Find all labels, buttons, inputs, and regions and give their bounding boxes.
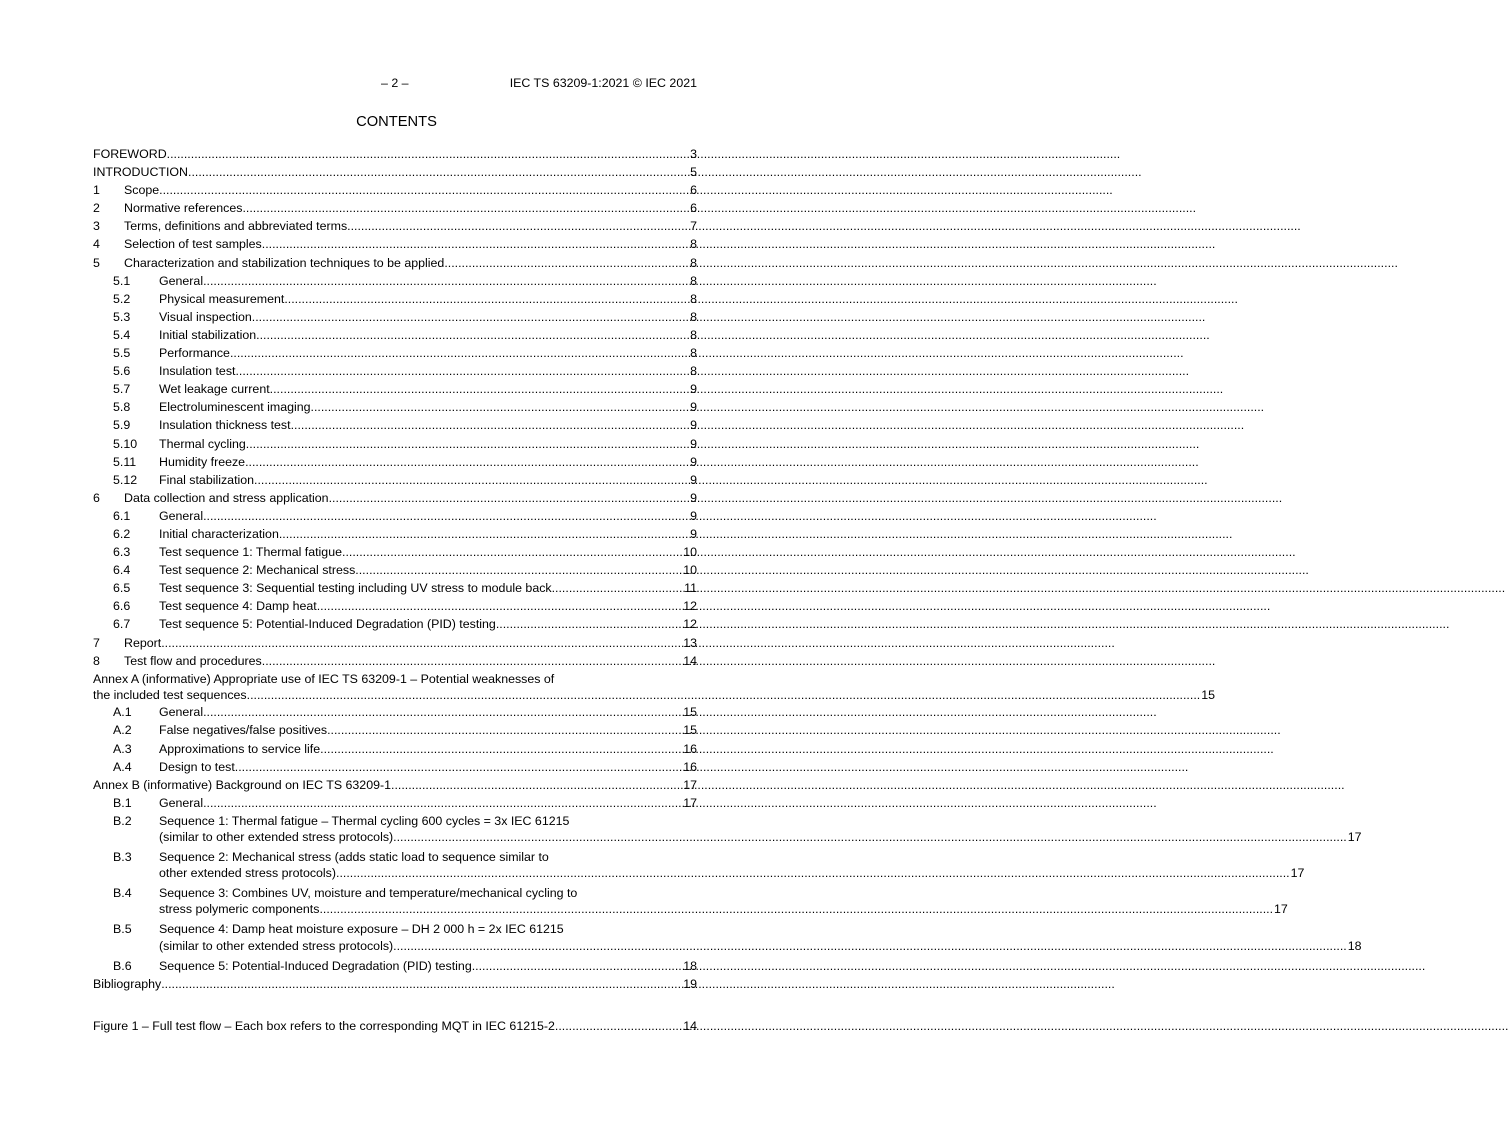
toc-entry-page: 8: [690, 364, 697, 379]
toc-entry-page: 9: [690, 436, 697, 451]
toc-entry-number: 8: [93, 653, 100, 668]
toc-entry[interactable]: [93, 848, 1305, 884]
toc-entry-number: 1: [93, 183, 100, 198]
toc-entry-number: 4: [93, 237, 100, 252]
toc-leader-dots: [291, 416, 690, 434]
toc-leader-dots: [262, 235, 689, 253]
toc-leader-dots: [203, 794, 682, 812]
toc-entry-number: 5.1: [113, 273, 131, 288]
toc-entry[interactable]: [93, 199, 697, 217]
toc-entry-number: 6: [93, 490, 100, 505]
toc-entry-label: Scope: [124, 183, 160, 198]
toc-entry-number: 6.2: [113, 526, 131, 541]
toc-entry-label: Electroluminescent imaging: [159, 400, 311, 415]
annex-a-title-line2: the included test sequences: [93, 687, 247, 702]
toc-entry-page: 6: [690, 201, 697, 216]
toc-entry[interactable]: [93, 721, 697, 739]
toc-entry-page: 13: [683, 635, 697, 650]
toc-leader-dots: [320, 740, 682, 758]
toc-entry-label: Thermal cycling: [159, 436, 246, 451]
toc-entry-label: Normative references: [124, 201, 243, 216]
toc-entry[interactable]: [93, 344, 697, 362]
toc-entry-page: 8: [690, 327, 697, 342]
toc-entry-page: 9: [690, 418, 697, 433]
toc-entry-label: Characterization and stabilization techniques to be applied: [124, 255, 445, 270]
toc-leader-dots: [327, 721, 682, 739]
toc-entry-body: [159, 848, 1304, 884]
toc-entry-number: 5.9: [113, 418, 131, 433]
toc-entry-number: 6.1: [113, 508, 131, 523]
toc-entry-page: 9: [690, 508, 697, 523]
toc-leader-dots: [336, 866, 1290, 882]
toc-leader-dots: [555, 1017, 682, 1035]
toc-entry-page: 9: [690, 400, 697, 415]
toc-entry-body: [159, 812, 1362, 848]
toc-leader-dots: [444, 254, 689, 272]
toc-leader-dots: [161, 975, 682, 993]
toc-entry-line2-row: [159, 939, 1362, 957]
toc-entry-number: 5.10: [113, 436, 138, 451]
toc-entry-page: 16: [683, 741, 697, 756]
toc-entry-number: B.3: [113, 850, 132, 865]
toc-entry[interactable]: [93, 435, 697, 453]
toc-leader-dots: [246, 435, 689, 453]
toc-entry[interactable]: [93, 543, 697, 561]
toc-entry-label: Test sequence 4: Damp heat: [159, 599, 317, 614]
toc-entry-page: 7: [690, 219, 697, 234]
toc-entry[interactable]: [93, 776, 697, 794]
toc-entry[interactable]: [93, 235, 697, 253]
toc-entry-page: 18: [683, 958, 697, 973]
toc-entry-number: A.2: [113, 723, 132, 738]
toc-entry[interactable]: [93, 652, 697, 670]
toc-entry-number: 6.3: [113, 545, 131, 560]
toc-entry-label: Approximations to service life: [159, 741, 321, 756]
toc-entry-number: 5.5: [113, 346, 131, 361]
toc-leader-dots: [254, 471, 689, 489]
toc-entry[interactable]: [93, 308, 697, 326]
toc-entry-number: 3: [93, 219, 100, 234]
toc-entry-number: 5: [93, 255, 100, 270]
toc-entry-page: 12: [683, 617, 697, 632]
toc-entry-label: Visual inspection: [159, 309, 252, 324]
toc-entry-number: B.6: [113, 958, 132, 973]
toc-entry-label-line2: other extended stress protocols): [159, 866, 337, 881]
toc-entry-label: General: [159, 795, 204, 810]
toc-entry-number: 5.8: [113, 400, 131, 415]
toc-entry-label-line2: stress polymeric components: [159, 902, 320, 917]
annex-a-title-line1: Annex A (informative) Appropriate use of IEC TS 63209-1 – Potential weaknesses of: [93, 671, 555, 686]
toc-entry-page: 17: [683, 777, 697, 792]
toc-entry-label: Design to test: [159, 759, 235, 774]
toc-entry[interactable]: [93, 507, 697, 525]
toc-entry[interactable]: [93, 471, 697, 489]
toc-leader-dots: [230, 344, 689, 362]
toc-leader-dots: [472, 957, 682, 975]
toc-leader-dots: [355, 561, 682, 579]
toc-leader-dots: [329, 489, 690, 507]
toc-entry[interactable]: [93, 489, 697, 507]
toc-entry-page: 9: [690, 472, 697, 487]
toc-entry-page: 14: [683, 1018, 697, 1033]
toc-entry[interactable]: [93, 217, 697, 235]
toc-entry-page: 8: [690, 346, 697, 361]
toc-entry-label: Selection of test samples: [124, 237, 262, 252]
toc-leader-dots: [203, 272, 689, 290]
toc-leader-dots: [247, 688, 1201, 704]
toc-entry-label: FOREWORD: [93, 147, 167, 161]
toc-entry-label-line1: Sequence 2: Mechanical stress (adds static load to sequence similar to: [159, 850, 549, 865]
toc-entry-page: 15: [683, 705, 697, 720]
toc-leader-dots: [167, 145, 689, 163]
toc-entry[interactable]: [93, 920, 1362, 956]
toc-entry-page: 5: [690, 165, 697, 180]
toc-entry-page: 17: [1290, 866, 1305, 881]
toc-leader-dots: [552, 579, 684, 597]
toc-entry[interactable]: [93, 884, 1288, 920]
toc-entry[interactable]: [93, 812, 1362, 848]
toc-entry-number: 7: [93, 635, 100, 650]
toc-leader-dots: [252, 308, 689, 326]
toc-entry-page: 15: [1201, 687, 1215, 702]
toc-entry-label: Final stabilization: [159, 472, 255, 487]
toc-entry-label: Annex B (informative) Background on IEC TS 63209-1: [93, 777, 391, 792]
toc-entry-label: Bibliography: [93, 976, 162, 991]
toc-entry[interactable]: [93, 272, 697, 290]
toc-entry-page: 8: [690, 237, 697, 252]
toc-entry[interactable]: [93, 163, 697, 181]
toc-entry-page: 8: [690, 255, 697, 270]
toc-entry-label: Performance: [159, 346, 230, 361]
toc-entry-page: 11: [684, 581, 697, 596]
toc-entry-number: 2: [93, 201, 100, 216]
toc-entry-label: INTRODUCTION: [93, 165, 188, 180]
toc-entry-number: A.1: [113, 705, 132, 720]
toc-entry-page: 9: [690, 454, 697, 469]
toc-entry[interactable]: [93, 398, 697, 416]
toc-entry-label: General: [159, 508, 204, 523]
toc-entry-label-line1: Sequence 3: Combines UV, moisture and temperature/mechanical cycling to: [159, 886, 578, 901]
toc-entry-page: 9: [690, 490, 697, 505]
contents-title: CONTENTS: [356, 114, 437, 130]
toc-leader-dots: [496, 615, 682, 633]
toc-entry-number: 6.6: [113, 599, 131, 614]
toc-entry-page: 12: [683, 599, 697, 614]
toc-leader-dots: [393, 939, 1347, 955]
toc-entry-number: 5.3: [113, 309, 131, 324]
toc-leader-dots: [347, 217, 689, 235]
toc-entry[interactable]: [93, 758, 697, 776]
toc-entry[interactable]: [93, 453, 697, 471]
toc-entry[interactable]: [93, 181, 697, 199]
toc-entry[interactable]: [93, 597, 697, 615]
toc-entry-number: B.1: [113, 795, 132, 810]
toc-entry-page: 9: [690, 382, 697, 397]
toc-entry[interactable]: [93, 579, 697, 597]
toc-entry-number: 6.4: [113, 563, 131, 578]
toc-entry[interactable]: [93, 254, 697, 272]
toc-entry-line2-row: [159, 866, 1304, 884]
toc-entry-label: Test flow and procedures: [124, 653, 262, 668]
toc-entry-label: Wet leakage current: [159, 382, 270, 397]
toc-entry-page: 6: [690, 183, 697, 198]
toc-leader-dots: [256, 326, 689, 344]
toc-entry-page: 15: [683, 723, 697, 738]
toc-entry-body: [159, 920, 1362, 956]
toc-entry-number: B.4: [113, 886, 132, 901]
toc-entry[interactable]: [93, 326, 697, 344]
toc-leader-dots: [393, 830, 1347, 846]
toc-entry-label-line2: (similar to other extended stress protocols): [159, 829, 394, 844]
toc-entry[interactable]: [93, 416, 697, 434]
toc-leader-dots: [270, 380, 689, 398]
toc-entry-label-line1: Sequence 4: Damp heat moisture exposure – DH 2 000 h = 2x IEC 61215: [159, 922, 564, 937]
toc-entry-annex-a[interactable]: [93, 670, 1215, 704]
toc-entry-label-line2: (similar to other extended stress protocols): [159, 938, 394, 953]
toc-entry-label: Humidity freeze: [159, 454, 246, 469]
toc-entry-label: Figure 1 – Full test flow – Each box refers to the corresponding MQT in IEC 61215-2: [93, 1018, 555, 1033]
toc-entry-number: 5.4: [113, 327, 131, 342]
toc-entry-label: Initial characterization: [159, 526, 279, 541]
toc-entry-number: 5.2: [113, 291, 131, 306]
table-of-contents: [93, 145, 1362, 1035]
toc-entry-page: 8: [690, 309, 697, 324]
toc-entry[interactable]: [93, 362, 697, 380]
annex-a-title-line2-row: [93, 688, 1215, 704]
toc-entry-page: 18: [1347, 938, 1362, 953]
toc-entry-label: Report: [124, 635, 162, 650]
toc-leader-dots: [188, 163, 689, 181]
toc-entry-label: Test sequence 5: Potential-Induced Degradation (PID) testing: [159, 617, 496, 632]
toc-entry-label: Data collection and stress application: [124, 490, 329, 505]
toc-entry-label: Test sequence 1: Thermal fatigue: [159, 545, 342, 560]
toc-entry-page: 8: [690, 291, 697, 306]
toc-entry[interactable]: [93, 380, 697, 398]
toc-entry-page: 17: [683, 795, 697, 810]
toc-entry-number: A.4: [113, 759, 132, 774]
toc-leader-dots: [203, 507, 689, 525]
toc-leader-dots: [235, 362, 689, 380]
toc-entry-page: 16: [683, 759, 697, 774]
toc-entry[interactable]: [93, 740, 697, 758]
toc-leader-dots: [242, 199, 689, 217]
toc-entry[interactable]: [93, 145, 697, 163]
toc-entry-label: Test sequence 2: Mechanical stress: [159, 563, 356, 578]
toc-entry[interactable]: [93, 703, 697, 721]
toc-entry[interactable]: [93, 957, 697, 975]
toc-leader-dots: [317, 597, 682, 615]
toc-entry[interactable]: [93, 794, 697, 812]
toc-entry-label: Initial stabilization: [159, 327, 257, 342]
toc-entry-number: A.3: [113, 741, 132, 756]
toc-entry-page: 17: [1274, 902, 1288, 917]
toc-entry-label: Test sequence 3: Sequential testing including UV stress to module back: [159, 581, 552, 596]
toc-entry-number: 5.11: [113, 454, 137, 469]
toc-entry-number: B.5: [113, 922, 132, 937]
list-spacer: [93, 993, 697, 1017]
toc-entry[interactable]: [93, 525, 697, 543]
toc-leader-dots: [284, 290, 689, 308]
toc-leader-dots: [319, 902, 1273, 918]
toc-entry[interactable]: [93, 634, 697, 652]
toc-entry-line2-row: [159, 830, 1362, 848]
toc-entry-page: 19: [683, 976, 697, 991]
toc-entry-label: Insulation test: [159, 364, 236, 379]
toc-entry-number: B.2: [113, 813, 132, 828]
toc-entry-page: 17: [1347, 829, 1362, 844]
toc-entry-label: Insulation thickness test: [159, 418, 291, 433]
toc-leader-dots: [342, 543, 682, 561]
page-number: – 2 –: [381, 76, 409, 90]
toc-entry-label: False negatives/false positives: [159, 723, 328, 738]
toc-entry-page: 8: [690, 273, 697, 288]
toc-entry-body: [159, 884, 1288, 920]
toc-leader-dots: [311, 398, 690, 416]
toc-entry-number: 5.7: [113, 382, 131, 397]
toc-entry-label: General: [159, 273, 204, 288]
toc-entry-page: 14: [683, 653, 697, 668]
toc-leader-dots: [235, 758, 682, 776]
toc-entry-label-line1: Sequence 1: Thermal fatigue – Thermal cycling 600 cycles = 3x IEC 61215: [159, 813, 570, 828]
toc-leader-dots: [262, 652, 682, 670]
toc-entry-label: Sequence 5: Potential-Induced Degradation (PID) testing: [159, 958, 472, 973]
toc-entry-page: 9: [690, 526, 697, 541]
toc-entry-label: General: [159, 705, 204, 720]
toc-entry-label: Terms, definitions and abbreviated terms: [124, 219, 348, 234]
toc-entry[interactable]: [93, 561, 697, 579]
toc-leader-dots: [203, 703, 682, 721]
toc-entry-page: 10: [683, 563, 697, 578]
standard-reference: IEC TS 63209-1:2021 © IEC 2021: [509, 76, 697, 90]
toc-entry-number: 6.5: [113, 581, 131, 596]
toc-entry-number: 5.6: [113, 364, 131, 379]
toc-entry-page: 10: [683, 545, 697, 560]
toc-leader-dots: [279, 525, 689, 543]
toc-entry[interactable]: [93, 290, 697, 308]
toc-leader-dots: [245, 453, 689, 471]
toc-entry-page: 3: [690, 147, 697, 161]
toc-entry[interactable]: [93, 1017, 697, 1035]
annex-a-heading: [93, 670, 1215, 704]
toc-entry[interactable]: [93, 615, 697, 633]
toc-entry-number: 6.7: [113, 617, 131, 632]
toc-leader-dots: [391, 776, 682, 794]
toc-entry-line2-row: [159, 902, 1288, 920]
toc-leader-dots: [159, 181, 689, 199]
toc-entry-number: 5.12: [113, 472, 138, 487]
toc-entry-label: Physical measurement: [159, 291, 285, 306]
toc-entry[interactable]: [93, 975, 697, 993]
toc-leader-dots: [161, 634, 682, 652]
